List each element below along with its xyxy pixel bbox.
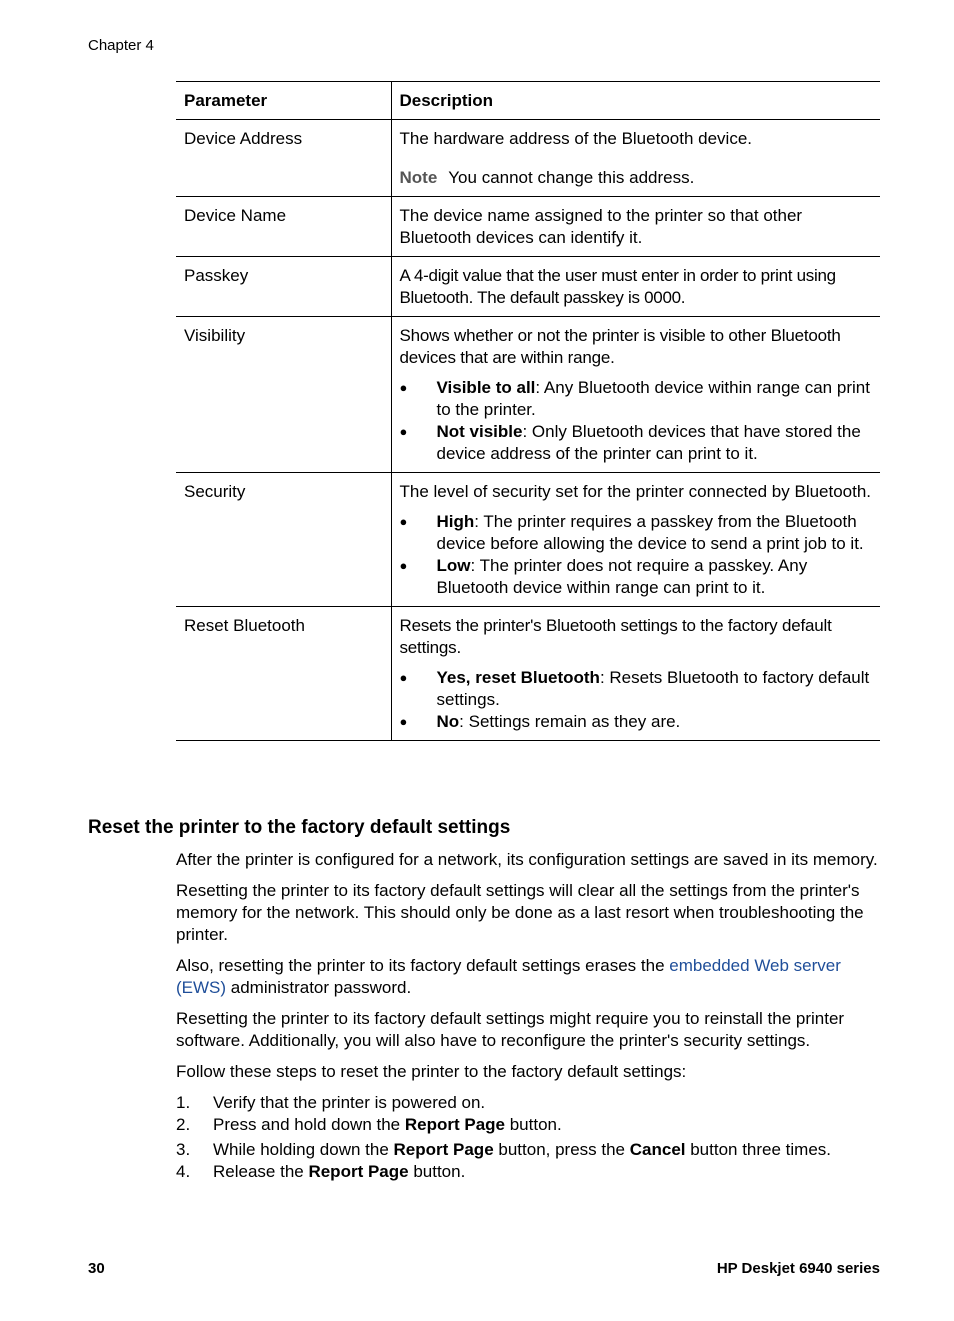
option-text: : The printer requires a passkey from the Bluetooth device before allowing the device to send a print job to it. xyxy=(436,512,864,553)
list-item xyxy=(400,377,873,421)
list-item xyxy=(400,555,873,599)
column-header-parameter: Parameter xyxy=(176,82,391,120)
step-number: 1. xyxy=(176,1093,191,1112)
step-number: 2. xyxy=(176,1115,191,1134)
step-text: button three times. xyxy=(685,1140,832,1159)
description-cell xyxy=(391,317,880,473)
table-row xyxy=(176,120,880,197)
paragraph-text: administrator password. xyxy=(226,978,412,997)
button-name: Report Page xyxy=(404,1115,505,1134)
description-text: The device name assigned to the printer so that other Bluetooth devices can identify it. xyxy=(399,206,803,247)
option-name: Low xyxy=(436,556,471,575)
option-text: : Only Bluetooth devices that have stored the device address of the printer can print to it. xyxy=(436,422,861,463)
note-label: Note xyxy=(399,168,438,187)
option-name: Yes, reset Bluetooth xyxy=(436,668,600,687)
step-number: 3. xyxy=(176,1140,191,1159)
table-row xyxy=(176,197,880,257)
button-name: Report Page xyxy=(393,1140,494,1159)
table-row xyxy=(176,473,880,607)
parameter-cell: Visibility xyxy=(176,317,391,473)
ews-link[interactable]: embedded Web server (EWS) xyxy=(176,956,841,997)
step-text: button. xyxy=(505,1115,562,1134)
option-text: : Settings remain as they are. xyxy=(459,712,681,731)
paragraph: Resetting the printer to its factory default settings might require you to reinstall the printer software. Additionally, you will also have to reconfigure the printer's security settings. xyxy=(176,1009,845,1050)
description-cell xyxy=(391,197,880,257)
description-text: Shows whether or not the printer is visible to other Bluetooth devices that are within range. xyxy=(399,326,841,367)
parameter-cell: Device Name xyxy=(176,197,391,257)
step-text: While holding down the xyxy=(213,1140,394,1159)
bullet-list xyxy=(400,377,873,465)
column-header-description: Description xyxy=(391,82,880,120)
option-name: Visible to all xyxy=(436,378,536,397)
description-text: The level of security set for the printer connected by Bluetooth. xyxy=(399,482,872,501)
description-cell xyxy=(391,607,880,741)
description-text: A 4-digit value that the user must enter in order to print using Bluetooth. The default passkey is 0000. xyxy=(399,266,836,307)
note xyxy=(400,167,873,189)
bullet-list xyxy=(400,511,873,599)
step-text: Verify that the printer is powered on. xyxy=(213,1093,486,1112)
page-number: 30 xyxy=(88,1260,105,1277)
table-row xyxy=(176,607,880,741)
paragraph: Follow these steps to reset the printer to the factory default settings: xyxy=(176,1062,687,1081)
list-item xyxy=(400,511,873,555)
parameter-cell: Reset Bluetooth xyxy=(176,607,391,741)
paragraph: After the printer is configured for a network, its configuration settings are saved in its memory. xyxy=(176,850,878,869)
list-item xyxy=(400,711,873,733)
description-text: The hardware address of the Bluetooth device. xyxy=(399,129,752,148)
option-name: No xyxy=(436,712,460,731)
step-item xyxy=(176,1092,886,1114)
option-name: High xyxy=(436,512,475,531)
description-cell xyxy=(391,473,880,607)
list-item xyxy=(400,667,873,711)
description-cell xyxy=(391,120,880,197)
parameter-table xyxy=(176,81,880,741)
description-cell xyxy=(391,257,880,317)
section-body xyxy=(176,849,886,1183)
paragraph: Resetting the printer to its factory default settings will clear all the settings from the printer's memory for the network. This should only be done as a last resort when troubleshooting the printer. xyxy=(176,881,864,944)
step-text: button, press the xyxy=(493,1140,630,1159)
parameter-cell: Device Address xyxy=(176,120,391,197)
option-text: : The printer does not require a passkey. Any Bluetooth device within range can print to it. xyxy=(436,556,808,597)
product-name: HP Deskjet 6940 series xyxy=(716,1260,880,1277)
table-header-row xyxy=(176,82,880,120)
step-item xyxy=(176,1161,886,1183)
step-text: Press and hold down the xyxy=(213,1115,405,1134)
note-text: You cannot change this address. xyxy=(448,168,695,187)
step-text: button. xyxy=(408,1162,466,1181)
paragraph xyxy=(176,955,886,999)
chapter-header: Chapter 4 xyxy=(88,37,154,54)
description-text: Resets the printer's Bluetooth settings to the factory default settings. xyxy=(399,616,832,657)
option-text: : Resets Bluetooth to factory default settings. xyxy=(436,668,870,709)
table-row xyxy=(176,257,880,317)
paragraph-text: Also, resetting the printer to its factory default settings erases the xyxy=(176,956,670,975)
parameter-cell: Passkey xyxy=(176,257,391,317)
option-text: : Any Bluetooth device within range can print to the printer. xyxy=(436,378,870,419)
table-row xyxy=(176,317,880,473)
list-item xyxy=(400,421,873,465)
step-item xyxy=(176,1114,886,1136)
button-name: Cancel xyxy=(629,1140,686,1159)
step-item xyxy=(176,1139,886,1161)
option-name: Not visible xyxy=(436,422,523,441)
step-number: 4. xyxy=(176,1162,191,1181)
button-name: Report Page xyxy=(308,1162,409,1181)
section-heading: Reset the printer to the factory default settings xyxy=(88,817,511,838)
parameter-cell: Security xyxy=(176,473,391,607)
step-text: Release the xyxy=(213,1162,309,1181)
steps-list xyxy=(176,1092,886,1183)
bullet-list xyxy=(400,667,873,733)
